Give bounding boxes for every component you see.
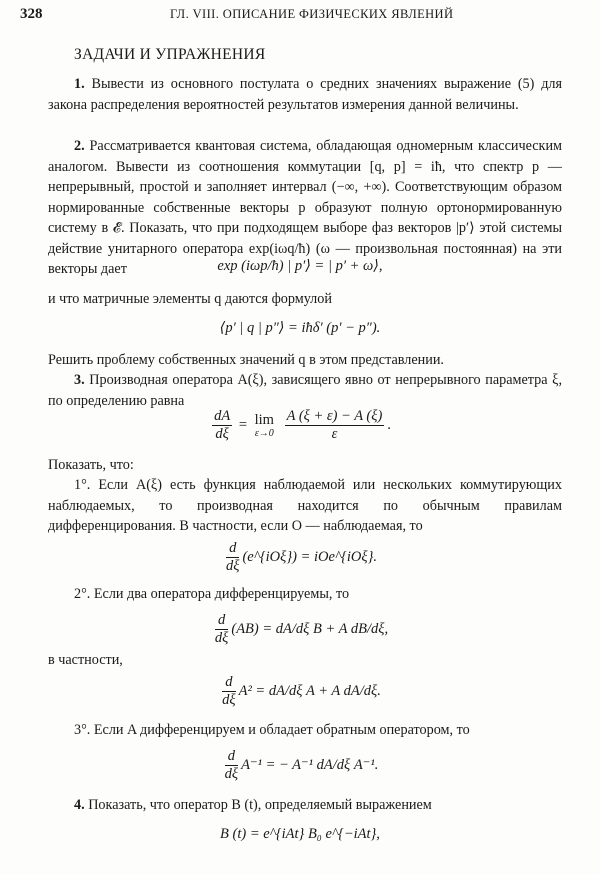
rhs-fraction — [285, 408, 385, 443]
problem-4-text: Показать, что оператор B (t), определяемый выражением — [88, 797, 432, 813]
equation-exp-shift: exp (iωp/ħ) | p′⟩ = | p′ + ω⟩, — [217, 258, 383, 274]
section-title: ЗАДАЧИ И УПРАЖНЕНИЯ — [74, 46, 266, 63]
lhs-numerator: dA — [214, 408, 231, 424]
problem-3 — [48, 370, 562, 411]
problem-4 — [48, 795, 562, 816]
lhs-fraction — [212, 408, 232, 443]
problem-4-number: 4. — [74, 797, 85, 813]
problem-3-item-2-mid: в частности, — [48, 652, 123, 668]
inverse-derivative-text: A⁻¹ = − A⁻¹ dA/dξ A⁻¹. — [241, 756, 379, 773]
problem-2-end: Решить проблему собственных значений q в этом представлении. — [48, 352, 444, 368]
problem-3-number: 3. — [74, 372, 85, 388]
equation-exp-derivative — [0, 540, 600, 575]
square-derivative-text: A² = dA/dξ A + A dA/dξ. — [238, 682, 381, 699]
problem-3-item-1: 1°. Если A(ξ) есть функция наблюдаемой или нескольких коммутирующих наблюдаемых, то производная находится по обычным правилам дифференцирования. В частности, если O — наблюдаемая, то — [48, 477, 562, 534]
problem-3-item-3: 3°. Если A дифференцируем и обладает обратным оператором, то — [74, 722, 470, 738]
d-dxi-fraction: $\frac{d}{d\xi}$ — [224, 748, 239, 782]
equation-square-derivative — [0, 674, 600, 709]
limit-label: lim — [254, 412, 274, 428]
lhs-denominator: dξ — [215, 426, 229, 442]
page-number: 328 — [20, 6, 43, 22]
problem-1-text: Вывести из основного постулата о средних значениях выражение (5) для закона распределения вероятностей результатов измерения данной величины. — [48, 76, 563, 113]
problem-2-number: 2. — [74, 138, 85, 154]
problem-3-item-2: 2°. Если два оператора дифференцируемы, то — [74, 586, 350, 602]
problem-3-show: Показать, что: — [48, 457, 134, 473]
d-dxi-fraction: $\frac{d}{d\xi}$ — [225, 540, 240, 574]
limit-subscript: ε→0 — [254, 428, 274, 439]
rhs-denominator: ε — [331, 426, 338, 442]
equation-heisenberg-operator: B (t) = e^{iAt} B₀ e^{−iAt}, — [220, 826, 380, 842]
limit — [255, 412, 274, 439]
problem-2-text: Рассматривается квантовая система, обладающая одномерным классическим аналогом. Вывести из соотношения коммутации [q, p] = iħ, что спектр p — непрерывный, простой и заполняет интервал (−∞, +∞). Соответствующим образом нормированные собственные векторы p образуют полную ортонормированную систему в 𝓔. Показать, что при подходящем выборе фаз векторов |p′⟩ этой системы действие унитарного оператора exp(iωq/ħ) (ω — произвольная постоянная) на эти векторы дает — [48, 138, 563, 277]
page-header — [20, 6, 580, 28]
problem-1-number: 1. — [74, 76, 85, 92]
running-head: ГЛ. VIII. ОПИСАНИЕ ФИЗИЧЕСКИХ ЯВЛЕНИЙ — [170, 7, 454, 21]
equation-inverse-derivative — [0, 748, 600, 783]
exp-derivative-text: (e^{iOξ}) = iOe^{iOξ}. — [242, 548, 377, 565]
equation-matrix-elements: ⟨p′ | q | p″⟩ = iħδ′ (p′ − p″). — [219, 320, 381, 336]
equation-product-rule — [0, 612, 600, 647]
product-rule-text: (AB) = dA/dξ B + A dB/dξ, — [231, 620, 389, 637]
d-dxi-fraction: $\frac{d}{d\xi}$ — [222, 674, 236, 708]
rhs-numerator: A (ξ + ε) − A (ξ) — [286, 408, 383, 424]
problem-1 — [48, 74, 562, 115]
problem-2-mid: и что матричные элементы q даются формулой — [48, 291, 332, 307]
equation-derivative-definition: $\frac{dA}{d\xi}$ = lim ε→0 $\frac{A (\xi + \varepsilon) - A (\xi)}{\varepsilon}$ . — [214, 408, 391, 442]
d-dxi-fraction: $\frac{d}{d\xi}$ — [214, 612, 229, 646]
problem-3-text: Производная оператора A(ξ), зависящего явно от непрерывного параметра ξ, по определению равна — [48, 372, 562, 409]
